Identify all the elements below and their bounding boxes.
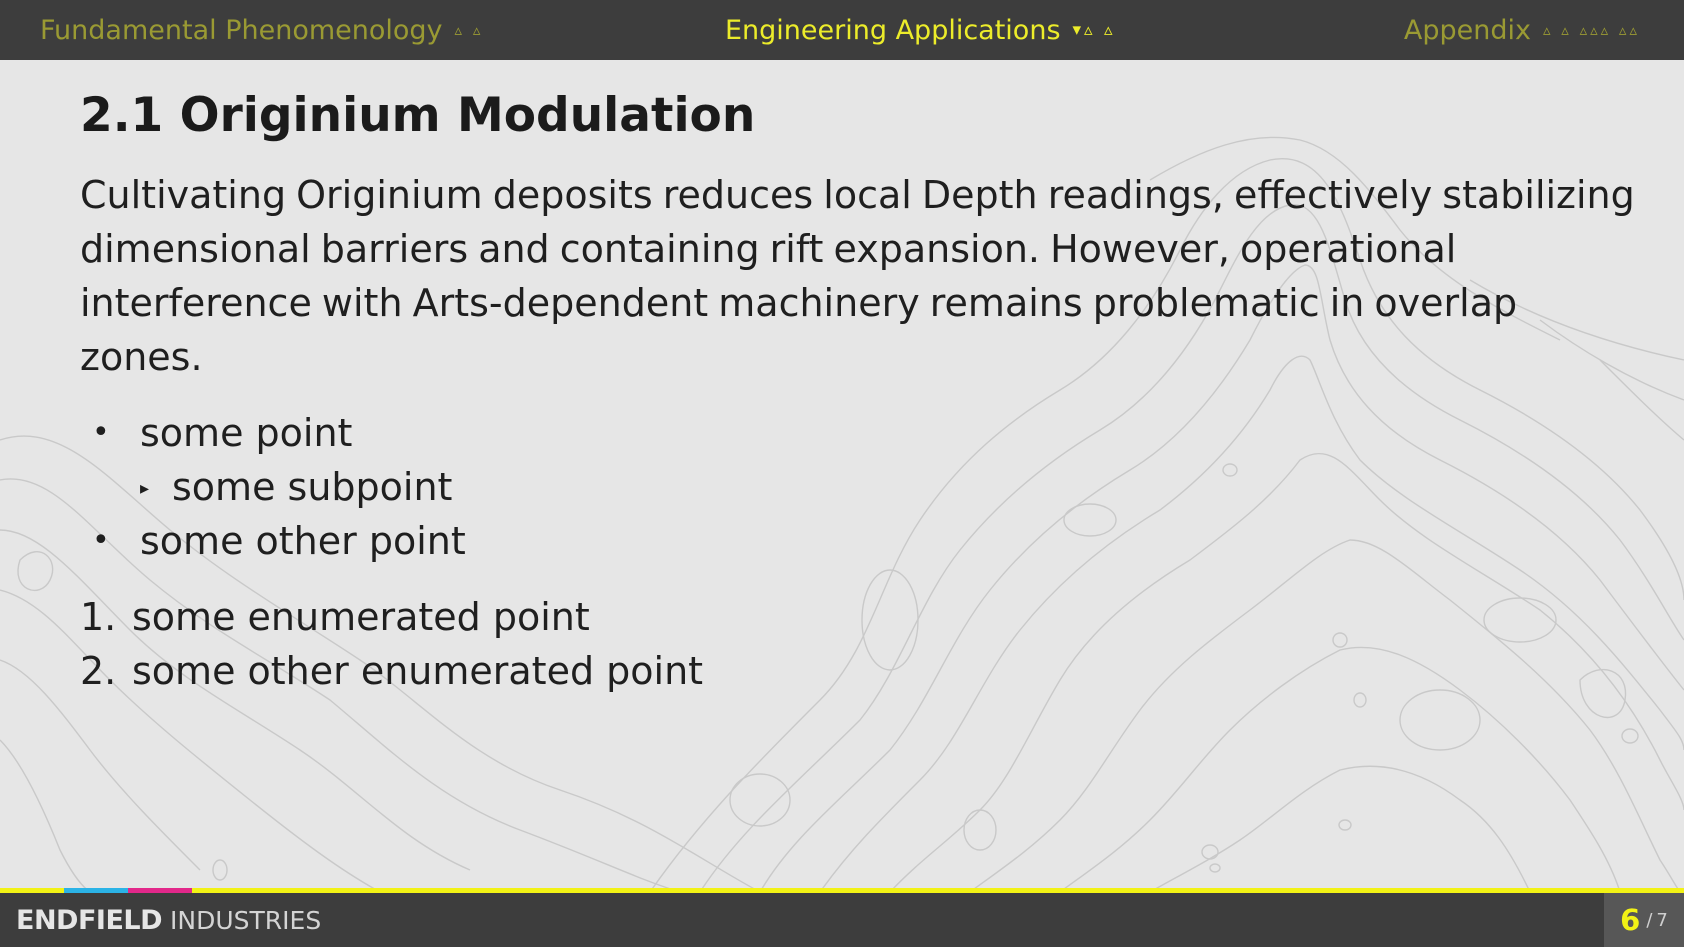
enumerated-text: some other enumerated point: [132, 649, 704, 693]
enumerated-item: [80, 644, 1640, 698]
nav-section-fundamental-phenomenology[interactable]: [40, 0, 483, 60]
triangle-bullet-icon: ▸: [140, 478, 150, 499]
enumerated-number: 2.: [80, 649, 117, 693]
sub-bullet-item: [80, 460, 1640, 514]
page-separator: /: [1646, 909, 1653, 931]
bullet-item: [80, 406, 1640, 460]
bullet-list: [80, 406, 1640, 568]
bullet-icon: •: [92, 523, 110, 558]
nav-section-title: Appendix: [1403, 14, 1531, 46]
bullet-item: [80, 514, 1640, 568]
sub-bullet-text: some subpoint: [172, 465, 453, 509]
nav-section-engineering-applications[interactable]: [725, 0, 1116, 60]
slide-progress-markers[interactable]: ▾▵ ▵: [1072, 20, 1116, 40]
nav-section-title: Fundamental Phenomenology: [40, 14, 443, 46]
slide-content: [80, 84, 1640, 698]
bullet-text: some other point: [140, 519, 466, 563]
brand-name-light: INDUSTRIES: [170, 905, 322, 935]
slide-progress-markers[interactable]: ▵ ▵ ▵▵▵ ▵▵: [1542, 21, 1640, 39]
current-page-number: 6: [1620, 903, 1641, 937]
total-page-count: 7: [1656, 909, 1668, 931]
bullet-text: some point: [140, 411, 353, 455]
slide-title: 2.1 Originium Modulation: [80, 88, 756, 143]
section-navigation-bar: [0, 0, 1684, 60]
enumerated-text: some enumerated point: [132, 595, 590, 639]
nav-section-title: Engineering Applications: [725, 14, 1061, 46]
slide-paragraph: Cultivating Originium deposits reduces local Depth readings, effectively stabilizing dimensional barriers and containing rift expansion. However, operational interference with Arts-dependent machinery remains problematic in overlap zones.: [80, 173, 1635, 379]
brand-name-bold: ENDFIELD: [16, 904, 163, 936]
enumerated-list: [80, 590, 1640, 698]
enumerated-item: [80, 590, 1640, 644]
footer-bar: [0, 893, 1684, 947]
page-counter: [1604, 893, 1684, 947]
enumerated-number: 1.: [80, 595, 117, 639]
brand-logo: [16, 893, 321, 947]
bullet-icon: •: [92, 415, 110, 450]
slide-progress-markers[interactable]: ▵ ▵: [454, 21, 484, 39]
nav-section-appendix[interactable]: [1404, 0, 1640, 60]
